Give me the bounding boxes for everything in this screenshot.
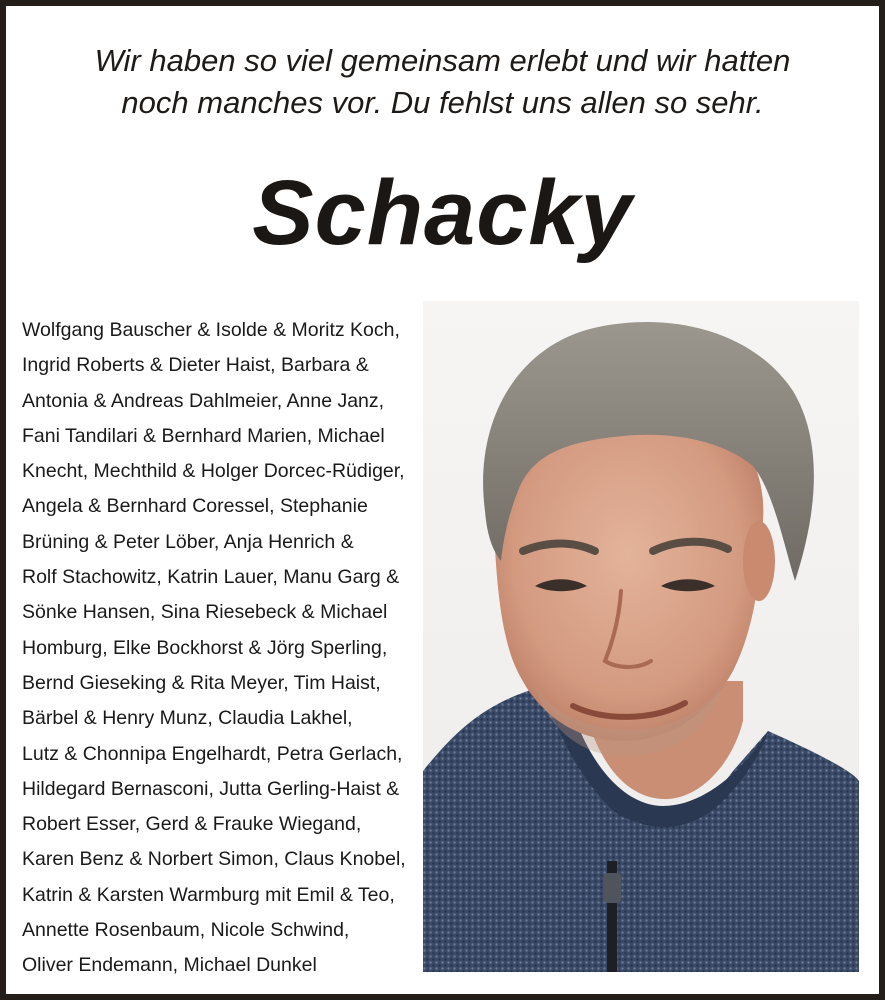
quote-line-1: Wir haben so viel gemeinsam erlebt und wir hatten bbox=[94, 43, 791, 78]
mourners-line: Katrin & Karsten Warmburg mit Emil & Teo, bbox=[22, 883, 395, 906]
mourners-line: Oliver Endemann, Michael Dunkel bbox=[22, 954, 317, 977]
memorial-quote bbox=[10, 40, 875, 124]
ear-shape bbox=[743, 521, 775, 601]
mourners-line: Antonia & Andreas Dahlmeier, Anne Janz, bbox=[22, 389, 385, 412]
mourners-line: Wolfgang Bauscher & Isolde & Moritz Koch, bbox=[22, 319, 400, 341]
mourners-line: Robert Esser, Gerd & Frauke Wiegand, bbox=[22, 813, 362, 836]
mourners-line: Rolf Stachowitz, Katrin Lauer, Manu Garg & bbox=[22, 566, 400, 589]
mourners-line: Hildegard Bernasconi, Jutta Gerling-Haist & bbox=[22, 777, 400, 800]
mourners-line: Knecht, Mechthild & Holger Dorcec-Rüdiger, bbox=[22, 460, 405, 483]
portrait-illustration bbox=[423, 301, 859, 972]
mourners-line: Brüning & Peter Löber, Anja Henrich & bbox=[22, 530, 354, 553]
mourners-line: Sönke Hansen, Sina Riesebeck & Michael bbox=[22, 601, 388, 624]
deceased-name: Schacky bbox=[252, 162, 633, 264]
zipper-pull bbox=[603, 873, 621, 903]
quote-line-2: noch manches vor. Du fehlst uns allen so sehr. bbox=[121, 85, 764, 120]
mourners-line: Fani Tandilari & Bernhard Marien, Michael bbox=[22, 424, 385, 447]
mourners-list bbox=[22, 313, 427, 984]
mourners-line: Annette Rosenbaum, Nicole Schwind, bbox=[22, 919, 350, 942]
mourners-line: Lutz & Chonnipa Engelhardt, Petra Gerlach, bbox=[22, 742, 403, 765]
mourners-line: Bärbel & Henry Munz, Claudia Lakhel, bbox=[22, 707, 353, 730]
mourners-line: Karen Benz & Norbert Simon, Claus Knobel, bbox=[22, 848, 406, 871]
mourners-line: Homburg, Elke Bockhorst & Jörg Sperling, bbox=[22, 636, 388, 659]
mourners-line: Angela & Bernhard Coressel, Stephanie bbox=[22, 495, 368, 518]
mourners-line: Ingrid Roberts & Dieter Haist, Barbara & bbox=[22, 354, 369, 377]
portrait-photo bbox=[423, 301, 859, 972]
mourners-line: Bernd Gieseking & Rita Meyer, Tim Haist, bbox=[22, 671, 381, 694]
